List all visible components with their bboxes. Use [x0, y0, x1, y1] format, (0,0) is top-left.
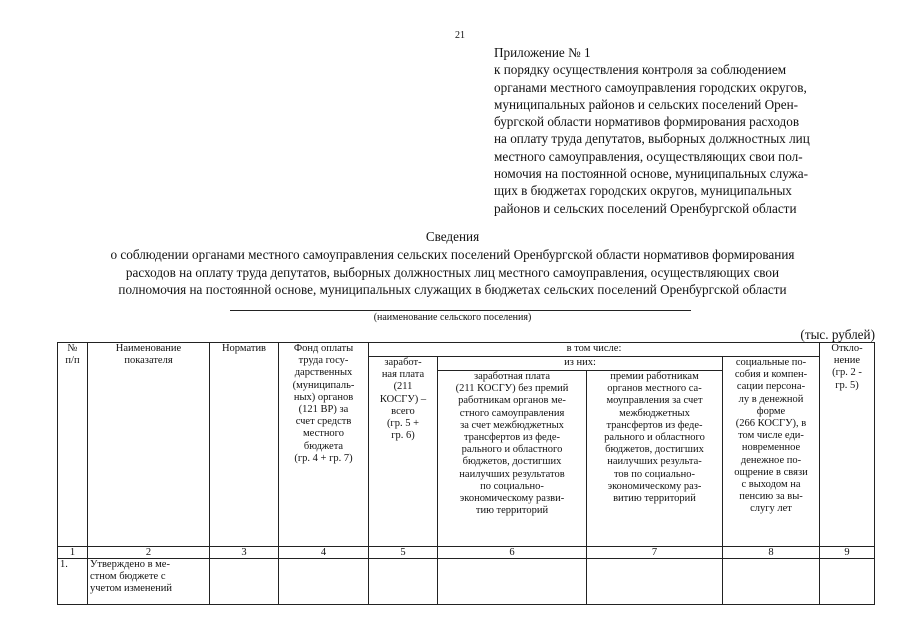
column-number: 7	[587, 547, 723, 559]
row-num: 1.	[58, 559, 88, 605]
header-salary-total: заработ- ная плата (211 КОСГУ) – всего (гр. 5 + гр. 6)	[369, 357, 438, 547]
appendix-title: Приложение № 1	[494, 45, 591, 60]
cell-norm	[210, 559, 279, 605]
header-including: в том числе:	[369, 343, 820, 357]
document-title: Сведения	[425, 229, 480, 244]
appendix-block	[494, 44, 894, 217]
settlement-name-line	[230, 310, 691, 311]
subtitle-line: о соблюдении органами местного самоуправления сельских поселений Оренбургской области нормативов формирования	[110, 247, 795, 262]
cell-salary-total	[369, 559, 438, 605]
settlement-name-caption: (наименование сельского поселения)	[373, 312, 532, 323]
header-norm: Норматив	[210, 343, 279, 547]
cell-deviation	[820, 559, 875, 605]
appendix-line: органами местного самоуправления городских округов,	[494, 79, 807, 95]
column-number: 4	[279, 547, 369, 559]
cell-bonus	[587, 559, 723, 605]
subtitle-line: полномочия на постоянной основе, муниципальных служащих в бюджетах сельских поселений Оренбургской области	[118, 282, 787, 297]
header-fund: Фонд оплаты труда госу- дарственных (муниципаль- ных) органов (121 ВР) за счет средств местного бюджета (гр. 4 + гр. 7)	[279, 343, 369, 547]
column-number: 8	[723, 547, 820, 559]
units-label: (тыс. рублей)	[800, 327, 875, 342]
appendix-line: муниципальных районов и сельских поселений Орен-	[494, 96, 799, 112]
column-number: 3	[210, 547, 279, 559]
page-number: 21	[455, 30, 465, 41]
document-subtitle	[20, 246, 885, 299]
column-number: 1	[58, 547, 88, 559]
table-row	[58, 559, 875, 605]
appendix-line: районов и сельских поселений Оренбургской области	[494, 200, 797, 216]
header-deviation: Откло- нение (гр. 2 - гр. 5)	[820, 343, 875, 547]
subtitle-line: расходов на оплату труда депутатов, выборных должностных лиц местного самоуправления, осуществляющих свои	[125, 264, 780, 280]
appendix-line: щих в бюджетах городских округов, муниципальных	[494, 183, 792, 199]
appendix-line: номочия на постоянной основе, муниципальных служа-	[494, 166, 808, 182]
column-number: 9	[820, 547, 875, 559]
cell-fund	[279, 559, 369, 605]
column-numbers-row	[58, 547, 875, 559]
cell-social	[723, 559, 820, 605]
svedeniya-table	[57, 342, 875, 605]
appendix-line: к порядку осуществления контроля за соблюдением	[494, 62, 787, 78]
appendix-line: на оплату труда депутатов, выборных должностных лиц	[494, 131, 810, 147]
column-number: 6	[438, 547, 587, 559]
header-bonus: премии работникам органов местного са- моуправления за счет межбюджетных трансфертов из феде- рального и областного бюджетов, достигших наилучших результа- тов по социально- экономическому раз- витию территорий	[587, 371, 723, 547]
column-number: 5	[369, 547, 438, 559]
header-salary-wo-bonus: заработная плата (211 КОСГУ) без премий работникам органов ме- стного самоуправления за счет межбюджетных трансфертов из феде- рального и областного бюджетов, достигших наилучших результатов по социально- экономическому разви- тию территорий	[438, 371, 587, 547]
appendix-line: бургской области нормативов формирования расходов	[494, 114, 800, 130]
row-name: Утверждено в ме- стном бюджете с учетом изменений	[88, 559, 210, 605]
header-num: № п/п	[58, 343, 88, 547]
column-number: 2	[88, 547, 210, 559]
header-of-them: из них:	[438, 357, 723, 371]
header-name: Наименование показателя	[88, 343, 210, 547]
header-social: социальные по- собия и компен- сации персона- лу в денежной форме (266 КОСГУ), в том числе еди- новременное денежное по- ощрение в связи с выходом на пенсию за вы- слугу лет	[723, 357, 820, 547]
appendix-line: местного самоуправления, осуществляющих свои пол-	[494, 148, 803, 164]
cell-salary-wo-bonus	[438, 559, 587, 605]
